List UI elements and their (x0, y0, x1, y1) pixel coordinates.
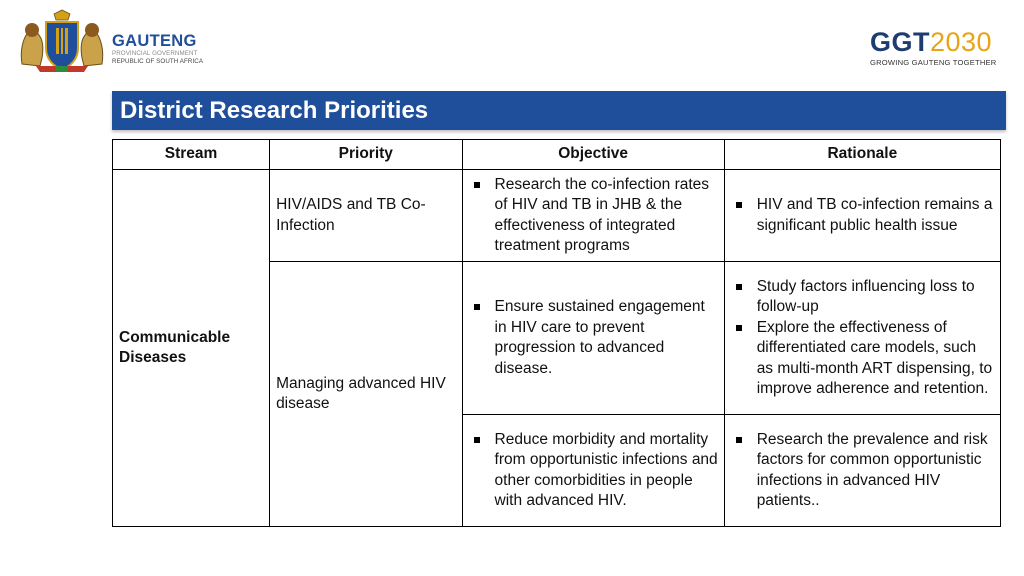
ggt-brand: GGT (870, 27, 930, 57)
header-objective: Objective (462, 140, 724, 170)
priority-cell: HIV/AIDS and TB Co-Infection (270, 170, 462, 262)
rationale-cell (724, 170, 1000, 262)
title-bar (112, 91, 1006, 130)
header-stream: Stream (113, 140, 270, 170)
gauteng-title: GAUTENG (112, 32, 197, 50)
page-title: District Research Priorities (120, 97, 429, 124)
ggt2030-wordmark (870, 28, 1002, 56)
header-rationale: Rationale (724, 140, 1000, 170)
gauteng-coat-of-arms-icon (16, 8, 108, 74)
table-header-row (113, 140, 1001, 170)
objective-bullet: Research the co-infection rates of HIV and TB in JHB & the effectiveness of integrated treatment programs (467, 175, 720, 257)
rationale-bullet: Explore the effectiveness of differentiated care models, such as multi-month ART dispensing, to improve adherence and retention. (729, 318, 996, 400)
gauteng-wordmark (112, 33, 203, 65)
priority-cell: Managing advanced HIV disease (270, 262, 462, 527)
rationale-bullet: HIV and TB co-infection remains a significant public health issue (729, 195, 996, 236)
objective-bullet: Ensure sustained engagement in HIV care to prevent progression to advanced disease. (467, 297, 720, 379)
stream-cell: Communicable Diseases (113, 170, 270, 527)
gauteng-subtitle-line2: REPUBLIC OF SOUTH AFRICA (112, 57, 204, 65)
rationale-cell (724, 415, 1000, 527)
objective-bullet: Reduce morbidity and mortality from opportunistic infections and other comorbidities in people with advanced HIV. (467, 430, 720, 512)
research-priorities-table (112, 139, 1001, 527)
rationale-cell (724, 262, 1000, 415)
gauteng-subtitle-line1: PROVINCIAL GOVERNMENT (112, 50, 198, 57)
objective-cell (462, 262, 724, 415)
objective-cell (462, 415, 724, 527)
coat-of-arms-logo (16, 8, 108, 74)
ggt2030-logo (870, 28, 1002, 67)
objective-cell (462, 170, 724, 262)
ggt-year: 2030 (930, 27, 993, 57)
table-row (113, 170, 1001, 262)
ggt-tagline: GROWING GAUTENG TOGETHER (870, 58, 997, 67)
rationale-bullet: Research the prevalence and risk factors for common opportunistic infections in advanced HIV patients.. (729, 430, 996, 512)
header-priority: Priority (270, 140, 462, 170)
rationale-bullet: Study factors influencing loss to follow-up (729, 277, 996, 318)
